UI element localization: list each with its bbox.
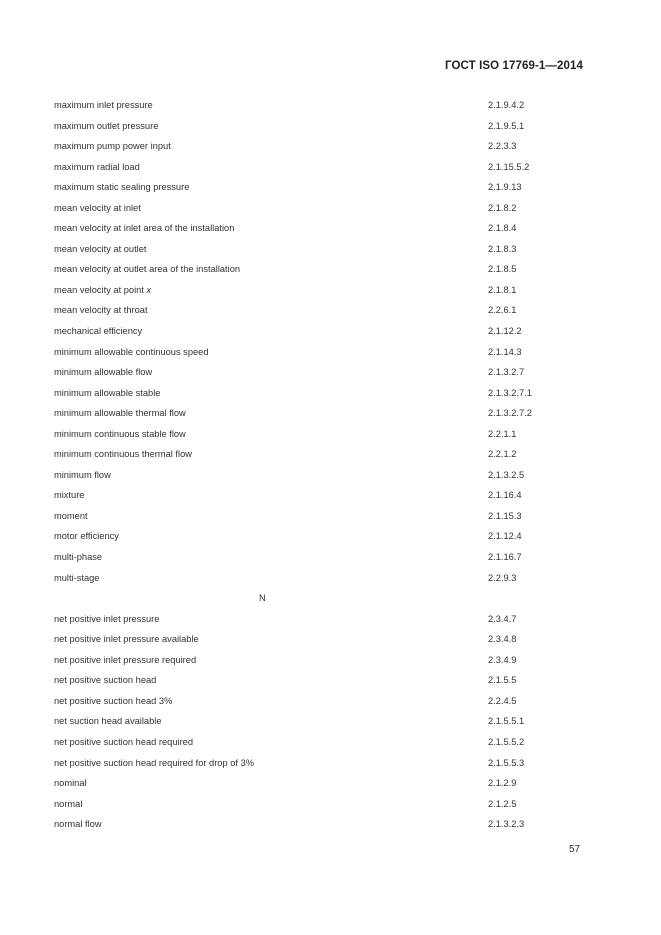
- index-entry: [0, 465, 661, 486]
- clause-reference: 2.1.12.2: [488, 326, 522, 337]
- term-text: mechanical efficiency: [54, 326, 143, 337]
- index-entry: [0, 568, 661, 589]
- term-text: maximum inlet pressure: [54, 100, 153, 110]
- clause-reference: 2.1.8.5: [488, 264, 517, 275]
- index-entry: [0, 732, 661, 753]
- term-text: net positive inlet pressure available: [54, 634, 199, 645]
- index-entry: [0, 650, 661, 671]
- clause-reference: 2.1.15.5.2: [488, 161, 530, 172]
- index-entry: [0, 670, 661, 691]
- section-n: [0, 609, 661, 835]
- term-text: multi-phase: [54, 552, 103, 563]
- index-entry: [0, 95, 661, 116]
- clause-reference: 2.2.1.1: [488, 428, 517, 439]
- index-entry: [0, 547, 661, 568]
- index-entry: [0, 218, 661, 239]
- index-entry: [0, 629, 661, 650]
- term-text: normal flow: [54, 819, 102, 830]
- clause-reference: 2.1.9.13: [488, 182, 522, 193]
- term-text: mean velocity at outlet area of the installation: [54, 264, 241, 275]
- term-text: mean velocity at inlet area of the installation: [54, 223, 235, 234]
- clause-reference: 2.3.4.8: [488, 634, 517, 645]
- index-entry: [0, 485, 661, 506]
- term-text: motor efficiency: [54, 531, 119, 542]
- term-text: minimum allowable continuous speed: [54, 346, 209, 357]
- index-entry: [0, 753, 661, 774]
- term-text: net positive suction head required for drop of 3%: [54, 757, 255, 768]
- term-text: net positive inlet pressure: [54, 613, 160, 624]
- index-entry: [0, 362, 661, 383]
- clause-reference: 2.1.2.5: [488, 798, 517, 809]
- term-text: mean velocity at point x: [54, 284, 152, 295]
- term-text: mean velocity at outlet: [54, 243, 147, 254]
- index-entry: [0, 300, 661, 321]
- clause-reference: 2.1.5.5.3: [488, 757, 525, 768]
- clause-reference: 2.1.16.7: [488, 552, 522, 563]
- index-entry: [0, 506, 661, 527]
- term-text: nominal: [54, 778, 87, 789]
- term-text: multi-stage: [54, 572, 100, 583]
- clause-reference: 2.1.3.2.3: [488, 819, 525, 830]
- term-text: maximum outlet pressure: [54, 120, 159, 131]
- term-index: [0, 95, 661, 835]
- clause-reference: 2.2.6.1: [488, 305, 517, 316]
- document-header: ГОСТ ISO 17769-1—2014: [445, 60, 583, 72]
- term-text: net positive suction head required: [54, 736, 194, 747]
- index-entry: [0, 342, 661, 363]
- clause-reference: 2.2.4.5: [488, 695, 517, 706]
- index-entry: [0, 711, 661, 732]
- clause-reference: 2.1.2.9: [488, 778, 517, 789]
- section-m: [0, 95, 661, 588]
- clause-reference: 2.1.8.1: [488, 284, 517, 295]
- index-entry: [0, 280, 661, 301]
- index-entry: [0, 773, 661, 794]
- clause-reference: 2.2.1.2: [488, 449, 517, 460]
- term-text: minimum allowable stable: [54, 387, 161, 398]
- index-entry: [0, 116, 661, 137]
- term-text: maximum radial load: [54, 161, 140, 172]
- term-text: normal: [54, 798, 83, 809]
- term-text: net suction head available: [54, 716, 162, 727]
- clause-reference: 2.1.9.4.2: [488, 100, 525, 110]
- index-entry: [0, 403, 661, 424]
- clause-reference: 2.1.14.3: [488, 346, 522, 357]
- clause-reference: 2.1.3.2.7.2: [488, 408, 532, 419]
- clause-reference: 2.1.8.4: [488, 223, 517, 234]
- term-text: moment: [54, 510, 88, 521]
- term-text: mixture: [54, 490, 85, 501]
- term-text: net positive suction head 3%: [54, 695, 173, 706]
- clause-reference: 2.1.16.4: [488, 490, 522, 501]
- clause-reference: 2.1.5.5.2: [488, 736, 525, 747]
- clause-reference: 2.2.3.3: [488, 141, 517, 152]
- index-entry: [0, 794, 661, 815]
- clause-reference: 2.1.15.3: [488, 510, 522, 521]
- clause-reference: 2.3.4.7: [488, 613, 517, 624]
- index-entry: [0, 691, 661, 712]
- page-number: 57: [569, 844, 581, 855]
- index-entry: [0, 136, 661, 157]
- clause-reference: 2.1.9.5.1: [488, 120, 525, 131]
- term-text: mean velocity at throat: [54, 305, 148, 316]
- term-text: minimum continuous thermal flow: [54, 449, 192, 460]
- term-text: net positive suction head: [54, 675, 157, 686]
- index-entry: [0, 321, 661, 342]
- index-entry: [0, 239, 661, 260]
- index-entry: [0, 424, 661, 445]
- index-entry: [0, 814, 661, 835]
- clause-reference: 2.1.3.2.7: [488, 367, 525, 378]
- term-text: mean velocity at inlet: [54, 202, 141, 213]
- clause-reference: 2.1.3.2.7.1: [488, 387, 532, 398]
- clause-reference: 2.2.9.3: [488, 572, 517, 583]
- term-text: minimum continuous stable flow: [54, 428, 186, 439]
- index-entry: [0, 198, 661, 219]
- clause-reference: 2.3.4.9: [488, 654, 517, 665]
- clause-reference: 2.1.5.5.1: [488, 716, 525, 727]
- index-entry: [0, 157, 661, 178]
- term-text: maximum static sealing pressure: [54, 182, 190, 193]
- index-entry: [0, 609, 661, 630]
- term-text: net positive inlet pressure required: [54, 654, 197, 665]
- term-text: minimum allowable thermal flow: [54, 408, 186, 419]
- index-entry: [0, 526, 661, 547]
- term-text: maximum pump power input: [54, 141, 171, 152]
- section-letter-row: [0, 588, 661, 609]
- clause-reference: 2.1.8.3: [488, 243, 517, 254]
- clause-reference: 2.1.5.5: [488, 675, 517, 686]
- clause-reference: 2.1.8.2: [488, 202, 517, 213]
- index-entry: [0, 444, 661, 465]
- term-text: minimum allowable flow: [54, 367, 153, 378]
- section-letter: N: [259, 593, 266, 604]
- index-entry: [0, 177, 661, 198]
- term-text: minimum flow: [54, 469, 111, 480]
- index-entry: [0, 383, 661, 404]
- clause-reference: 2.1.3.2.5: [488, 469, 525, 480]
- clause-reference: 2.1.12.4: [488, 531, 522, 542]
- index-entry: [0, 259, 661, 280]
